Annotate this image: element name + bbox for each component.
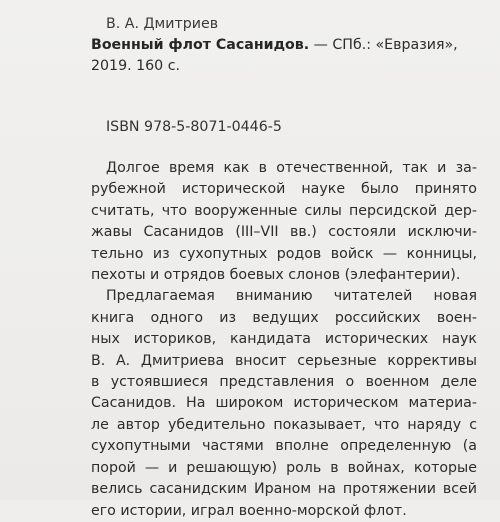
title-line <box>91 35 486 56</box>
isbn-number: ISBN 978-5-8071-0446-5 <box>106 119 282 135</box>
abstract-line: В. А. Дмитриева вносит серьезные коррективы <box>91 352 477 369</box>
abstract-line: Долгое время как в отечественной, так и за- <box>106 160 477 176</box>
abstract-line: тельно из сухопутных родов войск — конницы, <box>91 245 477 262</box>
abstract-line: ных историков, кандидата исторических наук <box>91 331 477 348</box>
book-title: Военный флот Сасанидов. <box>91 37 310 53</box>
abstract-line: жавы Сасанидов (III–VII вв.) состояли исключи- <box>91 224 477 241</box>
abstract-line: рубежной исторической науке было принято <box>91 181 477 198</box>
abstract-line: сухопутными частями вполне определенную (а <box>91 438 477 455</box>
abstract-line: считать, что вооруженные силы персидской дер- <box>91 202 477 219</box>
abstract-line: велись сасанидским Ираном на протяжении всей <box>91 481 477 498</box>
author-name: В. А. Дмитриев <box>106 16 219 32</box>
abstract-line: в устоявшиеся представления о военном деле <box>91 374 477 391</box>
abstract-text <box>91 158 477 522</box>
abstract-line: книга одного из ведущих российских воен- <box>91 309 477 326</box>
abstract-line: его истории, играл военно-морской флот. <box>91 502 407 519</box>
bibliographic-record <box>91 14 486 77</box>
abstract-line: ле автор убедительно показывает, что наряду с <box>91 416 477 433</box>
year-pages: 2019. 160 с. <box>91 58 181 74</box>
publisher-info: — СПб.: «Евразия», <box>309 37 458 53</box>
abstract-line: Предлагаемая вниманию читателей новая <box>106 288 477 305</box>
abstract-line: порой — и решающую) роль в войнах, которые <box>91 459 477 476</box>
abstract-line: Сасанидов. На широком историческом материа- <box>91 395 477 412</box>
abstract-line: пехоты и отрядов боевых слонов (элефантерии). <box>91 267 461 284</box>
